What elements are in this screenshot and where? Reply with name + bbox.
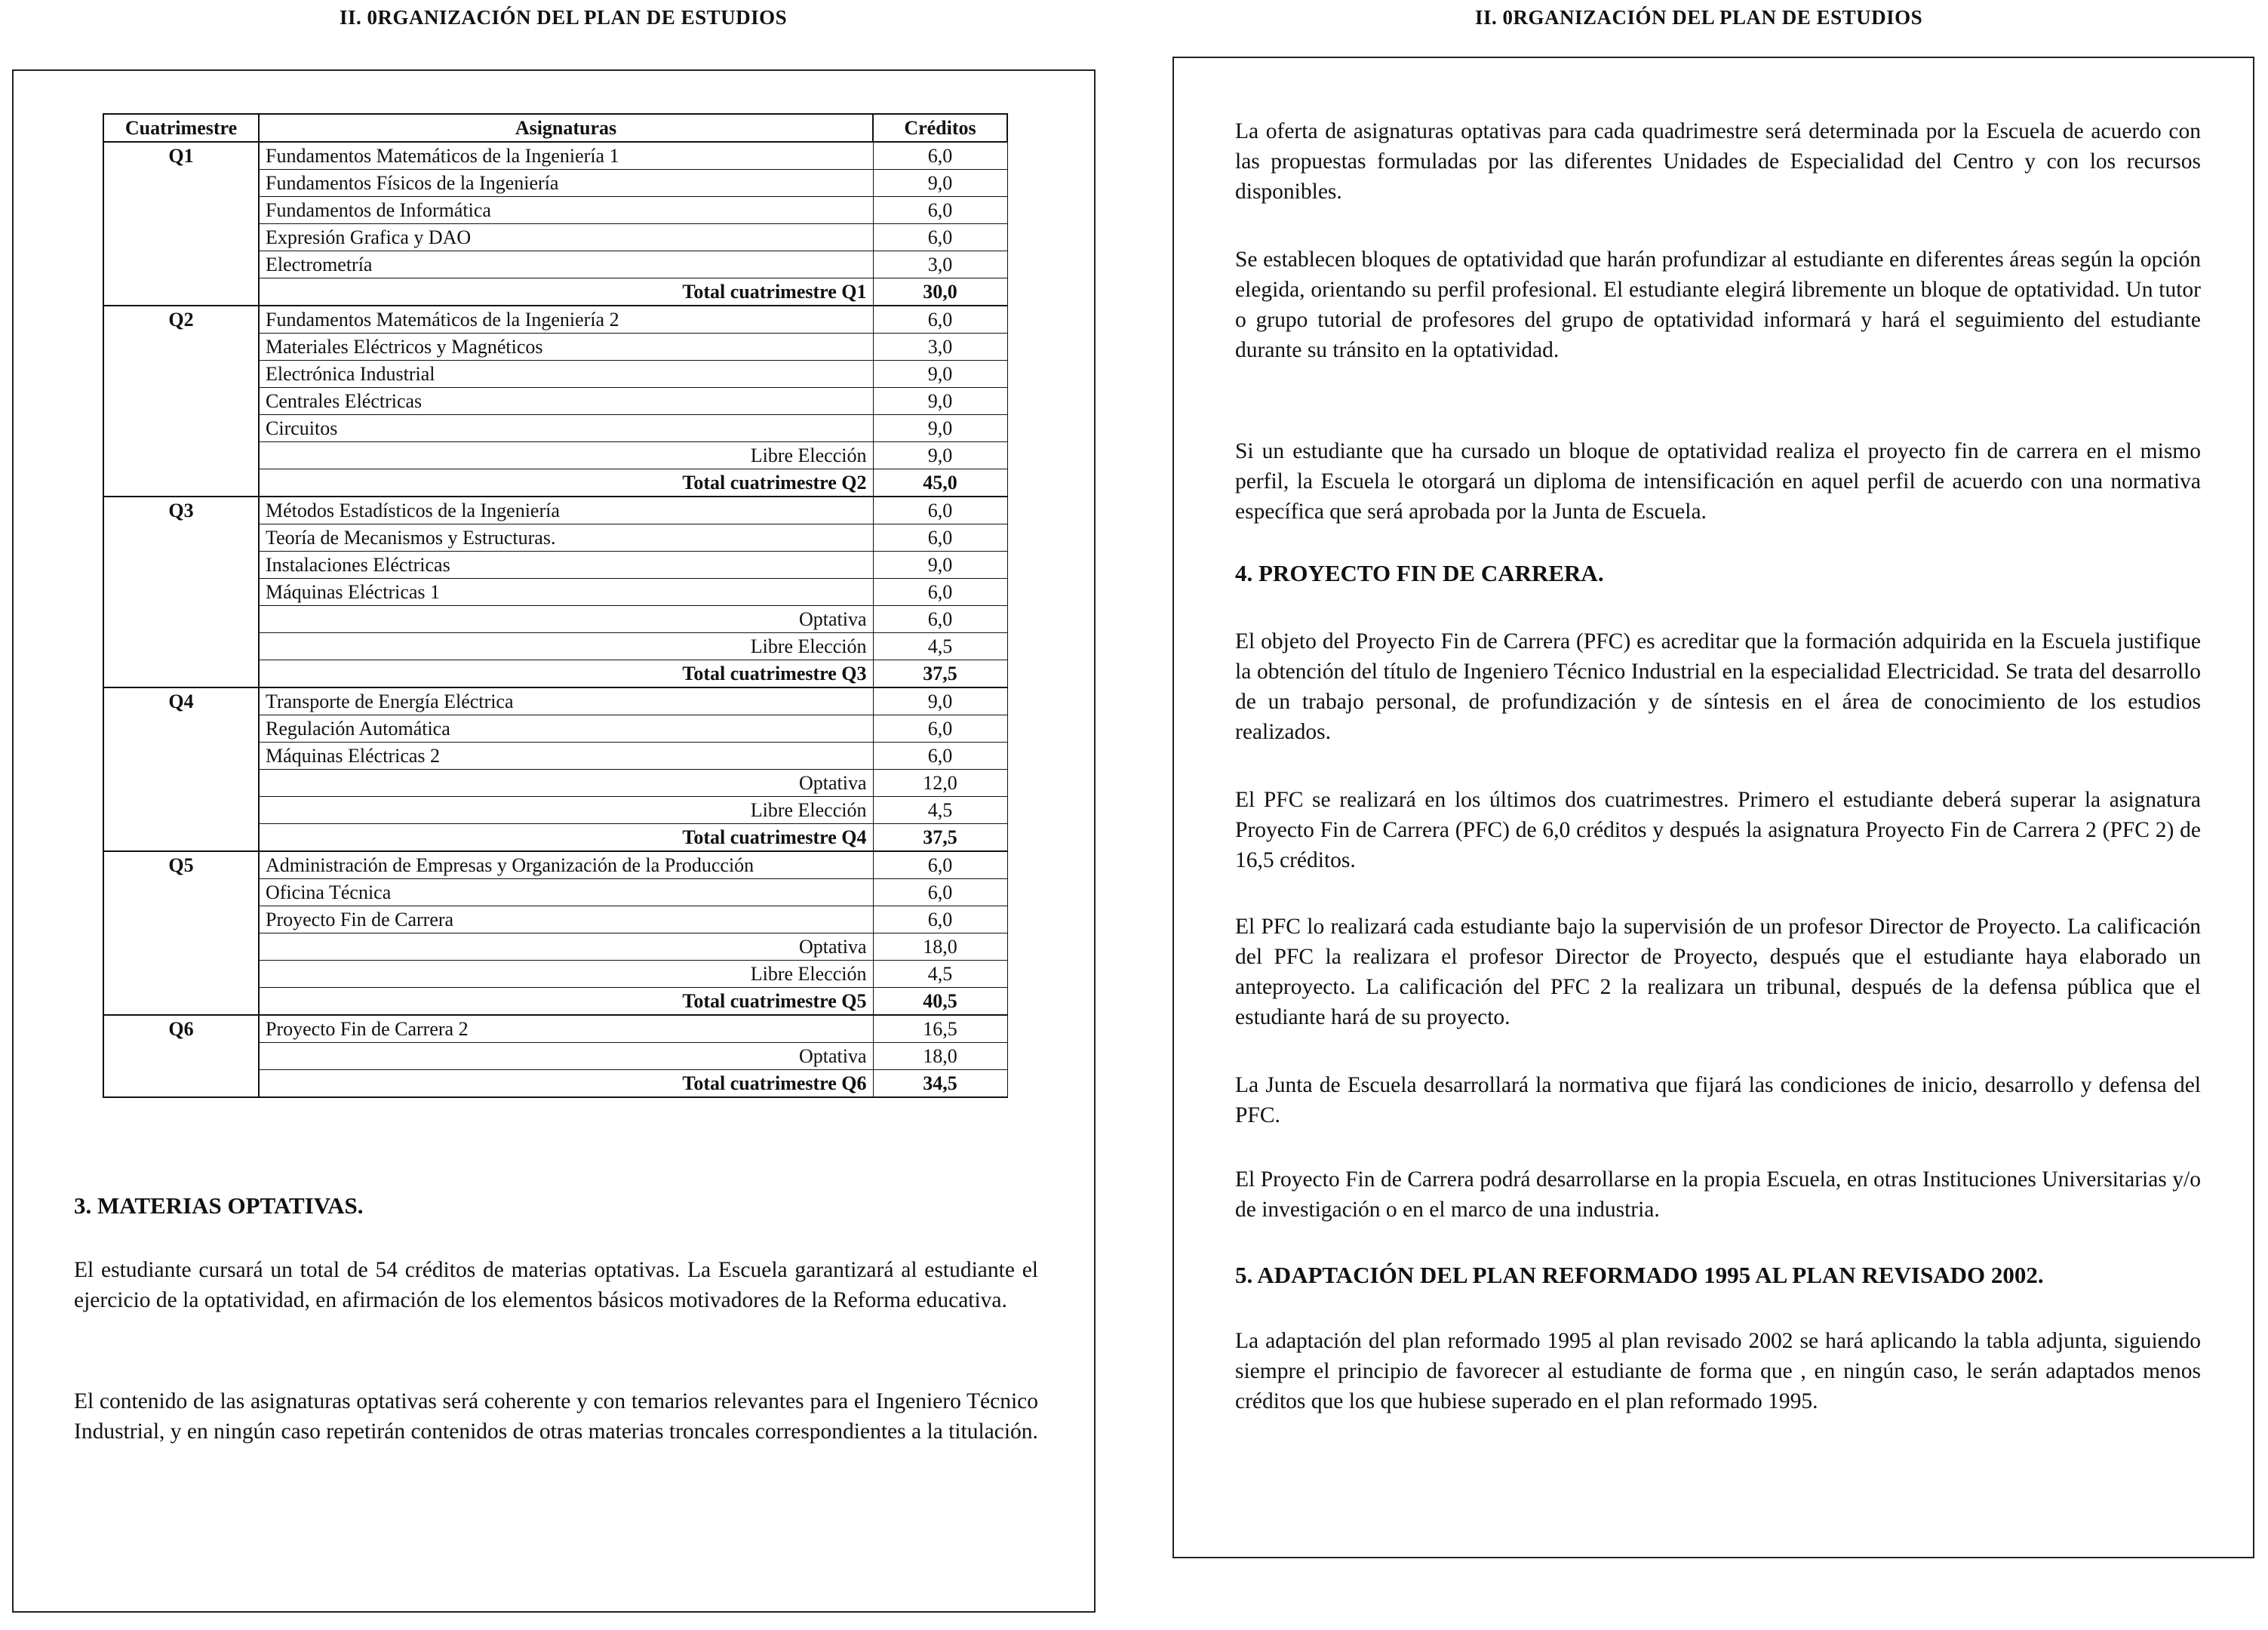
header-asignaturas: Asignaturas [259, 114, 873, 142]
asignatura-cell: Proyecto Fin de Carrera [259, 906, 873, 933]
section-5-title: 5. ADAPTACIÓN DEL PLAN REFORMADO 1995 AL PLAN REVISADO 2002. [1235, 1262, 2044, 1288]
cuatrimestre-empty-cell [103, 961, 259, 988]
cuatrimestre-empty-cell [103, 797, 259, 824]
optativas-paragraph-2: Se establecen bloques de optatividad que harán profundizar al estudiante en diferentes áreas según la opción elegida, orientando su perfil profesional. El estudiante elegirá libremente un bloque de optatividad. Un tutor o grupo tutorial de profesores del grupo de optatividad informará y hará el seguimiento del estudiante durante su tránsito en la optatividad. [1235, 248, 2201, 362]
table-row [103, 961, 1007, 988]
cuatrimestre-empty-cell [103, 524, 259, 552]
creditos-cell: 9,0 [873, 687, 1007, 715]
table-row [103, 715, 1007, 743]
table-row [103, 251, 1007, 278]
cuatrimestre-empty-cell [103, 1043, 259, 1070]
table-row [103, 415, 1007, 442]
asignatura-cell: Libre Elección [259, 797, 873, 824]
asignatura-cell: Electrometría [259, 251, 873, 278]
asignatura-cell: Proyecto Fin de Carrera 2 [259, 1015, 873, 1043]
cuatrimestre-empty-cell [103, 579, 259, 606]
creditos-cell: 9,0 [873, 361, 1007, 388]
table-row [103, 579, 1007, 606]
cuatrimestre-empty-cell [103, 879, 259, 906]
section-3-title: 3. MATERIAS OPTATIVAS. [74, 1192, 364, 1219]
asignatura-cell: Libre Elección [259, 633, 873, 660]
creditos-cell: 30,0 [873, 278, 1007, 306]
cuatrimestre-empty-cell [103, 170, 259, 197]
cuatrimestre-empty-cell [103, 415, 259, 442]
creditos-cell: 4,5 [873, 797, 1007, 824]
cuatrimestre-cell: Q1 [103, 142, 259, 170]
pfc-paragraph-5: El Proyecto Fin de Carrera podrá desarrollarse en la propia Escuela, en otras Instituciones Universitarias y/o de investigación o en el marco de una industria. [1235, 1167, 2201, 1222]
creditos-cell: 9,0 [873, 170, 1007, 197]
table-row [103, 851, 1007, 879]
creditos-cell: 6,0 [873, 497, 1007, 524]
cuatrimestre-empty-cell [103, 224, 259, 251]
asignatura-cell: Administración de Empresas y Organización de la Producción [259, 851, 873, 879]
asignatura-cell: Materiales Eléctricos y Magnéticos [259, 334, 873, 361]
cuatrimestre-empty-cell [103, 606, 259, 633]
cuatrimestre-cell: Q5 [103, 851, 259, 879]
table-row [103, 687, 1007, 715]
table-header-row [103, 114, 1007, 142]
creditos-cell: 6,0 [873, 743, 1007, 770]
creditos-cell: 6,0 [873, 715, 1007, 743]
cuatrimestre-empty-cell [103, 988, 259, 1016]
table-row [103, 743, 1007, 770]
creditos-cell: 4,5 [873, 633, 1007, 660]
creditos-cell: 6,0 [873, 142, 1007, 170]
asignatura-cell: Libre Elección [259, 442, 873, 469]
asignatura-cell: Fundamentos Matemáticos de la Ingeniería 1 [259, 142, 873, 170]
cuatrimestre-empty-cell [103, 334, 259, 361]
asignatura-cell: Total cuatrimestre Q1 [259, 278, 873, 306]
creditos-cell: 6,0 [873, 606, 1007, 633]
asignatura-cell: Oficina Técnica [259, 879, 873, 906]
cuatrimestre-empty-cell [103, 933, 259, 961]
pfc-paragraph-1: El objeto del Proyecto Fin de Carrera (PFC) es acreditar que la formación adquirida en la Escuela justifique la obtención del título de Ingeniero Técnico Industrial en la especialidad Electricidad. Se trata del desarrollo de un trabajo personal, de profundización y de síntesis en el área de conocimiento de los estudios realizados. [1235, 629, 2201, 744]
asignatura-cell: Métodos Estadísticos de la Ingeniería [259, 497, 873, 524]
asignatura-cell: Fundamentos Matemáticos de la Ingeniería 2 [259, 306, 873, 334]
table-row [103, 1015, 1007, 1043]
creditos-cell: 4,5 [873, 961, 1007, 988]
creditos-cell: 9,0 [873, 552, 1007, 579]
cuatrimestre-empty-cell [103, 633, 259, 660]
creditos-cell: 6,0 [873, 306, 1007, 334]
cuatrimestre-empty-cell [103, 906, 259, 933]
creditos-cell: 6,0 [873, 906, 1007, 933]
pfc-paragraph-4: La Junta de Escuela desarrollará la normativa que fijará las condiciones de inicio, desarrollo y defensa del PFC. [1235, 1073, 2201, 1127]
cuatrimestre-empty-cell [103, 251, 259, 278]
cuatrimestre-empty-cell [103, 552, 259, 579]
creditos-cell: 18,0 [873, 1043, 1007, 1070]
creditos-cell: 37,5 [873, 824, 1007, 852]
creditos-cell: 40,5 [873, 988, 1007, 1016]
creditos-cell: 34,5 [873, 1070, 1007, 1098]
total-row [103, 988, 1007, 1016]
left-page-header: II. 0RGANIZACIÓN DEL PLAN DE ESTUDIOS [340, 6, 788, 29]
creditos-cell: 45,0 [873, 469, 1007, 497]
asignatura-cell: Centrales Eléctricas [259, 388, 873, 415]
study-plan-table [103, 113, 1008, 1098]
cuatrimestre-empty-cell [103, 388, 259, 415]
table-row [103, 334, 1007, 361]
table-row [103, 442, 1007, 469]
asignatura-cell: Máquinas Eléctricas 1 [259, 579, 873, 606]
creditos-cell: 6,0 [873, 224, 1007, 251]
creditos-cell: 6,0 [873, 197, 1007, 224]
total-row [103, 278, 1007, 306]
asignatura-cell: Optativa [259, 933, 873, 961]
creditos-cell: 37,5 [873, 660, 1007, 688]
header-cuatrimestre: Cuatrimestre [103, 114, 259, 142]
cuatrimestre-empty-cell [103, 442, 259, 469]
creditos-cell: 6,0 [873, 851, 1007, 879]
table-row [103, 388, 1007, 415]
asignatura-cell: Total cuatrimestre Q2 [259, 469, 873, 497]
cuatrimestre-empty-cell [103, 197, 259, 224]
study-plan-body [103, 142, 1007, 1097]
asignatura-cell: Teoría de Mecanismos y Estructuras. [259, 524, 873, 552]
table-row [103, 879, 1007, 906]
asignatura-cell: Optativa [259, 1043, 873, 1070]
creditos-cell: 9,0 [873, 442, 1007, 469]
optativas-paragraph-1: La oferta de asignaturas optativas para cada quadrimestre será determinada por la Escuela de acuerdo con las propuestas formuladas por las diferentes Unidades de Especialidad del Centro y con los recursos disponibles. [1235, 119, 2201, 204]
total-row [103, 1070, 1007, 1098]
creditos-cell: 3,0 [873, 251, 1007, 278]
asignatura-cell: Regulación Automática [259, 715, 873, 743]
table-row [103, 224, 1007, 251]
table-row [103, 306, 1007, 334]
total-row [103, 469, 1007, 497]
section-3-paragraph-1: El estudiante cursará un total de 54 créditos de materias optativas. La Escuela garantizará al estudiante el ejercicio de la optatividad, en afirmación de los elementos básicos motivadores de la Reforma educativa. [74, 1258, 1038, 1312]
cuatrimestre-empty-cell [103, 824, 259, 852]
right-page-header: II. 0RGANIZACIÓN DEL PLAN DE ESTUDIOS [1475, 6, 1923, 29]
creditos-cell: 3,0 [873, 334, 1007, 361]
cuatrimestre-empty-cell [103, 361, 259, 388]
asignatura-cell: Optativa [259, 770, 873, 797]
asignatura-cell: Total cuatrimestre Q5 [259, 988, 873, 1016]
table-row [103, 361, 1007, 388]
cuatrimestre-empty-cell [103, 660, 259, 688]
pfc-paragraph-2: El PFC se realizará en los últimos dos cuatrimestres. Primero el estudiante deberá superar la asignatura Proyecto Fin de Carrera (PFC) de 6,0 créditos y después la asignatura Proyecto Fin de Carrera 2 (PFC 2) de 16,5 créditos. [1235, 788, 2201, 872]
cuatrimestre-cell: Q6 [103, 1015, 259, 1043]
total-row [103, 824, 1007, 852]
table-row [103, 906, 1007, 933]
asignatura-cell: Máquinas Eléctricas 2 [259, 743, 873, 770]
table-row [103, 770, 1007, 797]
cuatrimestre-empty-cell [103, 715, 259, 743]
table-row [103, 142, 1007, 170]
cuatrimestre-empty-cell [103, 770, 259, 797]
creditos-cell: 16,5 [873, 1015, 1007, 1043]
cuatrimestre-empty-cell [103, 743, 259, 770]
creditos-cell: 6,0 [873, 524, 1007, 552]
asignatura-cell: Transporte de Energía Eléctrica [259, 687, 873, 715]
asignatura-cell: Circuitos [259, 415, 873, 442]
table-row [103, 606, 1007, 633]
table-row [103, 524, 1007, 552]
creditos-cell: 9,0 [873, 415, 1007, 442]
table-row [103, 497, 1007, 524]
table-row [103, 633, 1007, 660]
pfc-paragraph-3: El PFC lo realizará cada estudiante bajo la supervisión de un profesor Director de Proyecto. La calificación del PFC la realizara el profesor Director de Proyecto, después que el estudiante haya elaborado un anteproyecto. La calificación del PFC 2 la realizara un tribunal, después de la defensa pública que el estudiante hará de su proyecto. [1235, 915, 2201, 1029]
table-row [103, 1043, 1007, 1070]
cuatrimestre-cell: Q4 [103, 687, 259, 715]
adaptation-paragraph: La adaptación del plan reformado 1995 al plan revisado 2002 se hará aplicando la tabla adjunta, siguiendo siempre el principio de favorecer al estudiante de forma que , en ningún caso, le serán adaptados menos créditos que los que hubiese superado en el plan reformado 1995. [1235, 1329, 2201, 1413]
optativas-paragraph-3: Si un estudiante que ha cursado un bloque de optatividad realiza el proyecto fin de carrera en el mismo perfil, la Escuela le otorgará un diploma de intensificación en aquel perfil de acuerdo con una normativa específica que será aprobada por la Junta de Escuela. [1235, 439, 2201, 524]
creditos-cell: 6,0 [873, 579, 1007, 606]
cuatrimestre-empty-cell [103, 278, 259, 306]
asignatura-cell: Total cuatrimestre Q6 [259, 1070, 873, 1098]
creditos-cell: 18,0 [873, 933, 1007, 961]
asignatura-cell: Expresión Grafica y DAO [259, 224, 873, 251]
table-row [103, 797, 1007, 824]
cuatrimestre-cell: Q2 [103, 306, 259, 334]
cuatrimestre-cell: Q3 [103, 497, 259, 524]
table-row [103, 552, 1007, 579]
creditos-cell: 6,0 [873, 879, 1007, 906]
section-4-title: 4. PROYECTO FIN DE CARRERA. [1235, 560, 1604, 586]
asignatura-cell: Total cuatrimestre Q3 [259, 660, 873, 688]
asignatura-cell: Optativa [259, 606, 873, 633]
creditos-cell: 9,0 [873, 388, 1007, 415]
asignatura-cell: Instalaciones Eléctricas [259, 552, 873, 579]
asignatura-cell: Libre Elección [259, 961, 873, 988]
total-row [103, 660, 1007, 688]
table-row [103, 170, 1007, 197]
header-creditos: Créditos [873, 114, 1007, 142]
section-3-paragraph-2: El contenido de las asignaturas optativas será coherente y con temarios relevantes para el Ingeniero Técnico Industrial, y en ningún caso repetirán contenidos de otras materias troncales correspondientes a la titulación. [74, 1389, 1038, 1444]
table-row [103, 197, 1007, 224]
asignatura-cell: Total cuatrimestre Q4 [259, 824, 873, 852]
table-row [103, 933, 1007, 961]
cuatrimestre-empty-cell [103, 1070, 259, 1098]
asignatura-cell: Fundamentos Físicos de la Ingeniería [259, 170, 873, 197]
asignatura-cell: Electrónica Industrial [259, 361, 873, 388]
creditos-cell: 12,0 [873, 770, 1007, 797]
cuatrimestre-empty-cell [103, 469, 259, 497]
asignatura-cell: Fundamentos de Informática [259, 197, 873, 224]
